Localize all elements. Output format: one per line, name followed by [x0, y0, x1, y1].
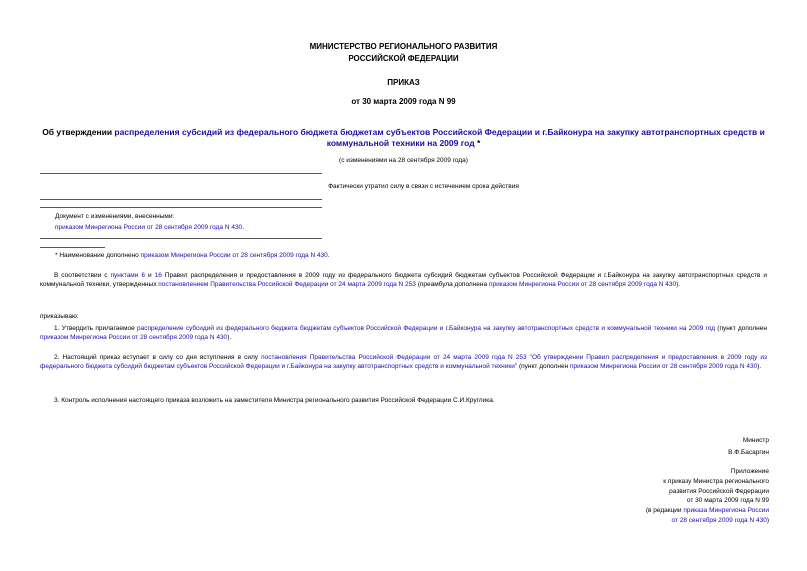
title-prefix: Об утверждении [42, 127, 115, 137]
item-text: (пункт дополнен [517, 363, 571, 371]
item-text: ). [227, 334, 232, 342]
signature-name: В.Ф.Басаргин [728, 448, 769, 456]
changes-link[interactable]: приказом Минрегиона России от 28 сентября 2009 года N 430 [55, 224, 243, 232]
appendix-text: (в редакции [645, 507, 684, 514]
appendix-title: Приложение [730, 468, 769, 475]
footnote-suffix: . [327, 252, 330, 259]
title-link[interactable]: распределения субсидий из федерального бюджета бюджетам субъектов Российской Федерации и г.Байконура на закупку автотранспортных средств и коммунальной техники на 2009 год [114, 127, 765, 149]
ministry-line-1: МИНИСТЕРСТВО РЕГИОНАЛЬНОГО РАЗВИТИЯ [309, 42, 498, 51]
changes-label: Документ с изменениями, внесенными: [55, 213, 175, 220]
preamble-link[interactable]: 16 [154, 272, 162, 279]
divider [40, 199, 322, 200]
appendix-link[interactable]: от 28 сентября 2009 года N 430 [671, 516, 767, 524]
item-link[interactable]: постановления Правительства Российской Федерации от 24 марта 2009 года N 253 "Об утверждении Правил распределения и предоставления в 2009 году из федерального бюджета субсидий бюджетам субъектов Российской Федерации и г.Байконура на закупку автотранспортных средств и коммунальной техники" [40, 354, 767, 371]
doc-date: от 30 марта 2009 года N 99 [351, 97, 456, 106]
preamble-text: В соответствии с [54, 272, 111, 279]
footnote-link[interactable]: приказом Минрегиона России от 28 сентября 2009 года N 430 [140, 252, 328, 259]
title-asterisk: * [474, 138, 481, 149]
signature [728, 436, 769, 458]
item-3: 3. Контроль исполнения настоящего приказа возложить на заместителя Министра регионального развития Российской Федерации С.И.Круглика. [54, 397, 495, 404]
preamble-link[interactable]: приказом Минрегиона России от 28 сентября 2009 года N 430 [488, 281, 677, 289]
preamble-text: (преамбула дополнена [415, 281, 489, 289]
preamble-text: Правил распределения и предоставления в 2009 году из федерального бюджета субсидий бюджетам субъектов Российской Федерации и г.Байконура на закупку автотранспортных средств и коммунальной техники, утвержденных [40, 272, 767, 289]
changes-block [55, 212, 244, 233]
item-link[interactable]: приказом Минрегиона России от 28 сентября 2009 года N 430 [570, 363, 758, 371]
document-title [40, 127, 767, 150]
appendix-link[interactable]: приказа Минрегиона России [683, 507, 769, 514]
signature-position: Министр [742, 437, 769, 444]
preamble-text: ). [676, 281, 681, 289]
appendix-line: от 30 марта 2009 года N 99 [686, 497, 769, 505]
item-link[interactable]: приказом Минрегиона России от 28 сентября 2009 года N 430 [40, 334, 228, 342]
appendix-text: ) [766, 516, 769, 524]
amend-note: (с изменениями на 28 сентября 2009 года) [339, 157, 468, 164]
doc-type: ПРИКАЗ [387, 78, 420, 87]
status-note: Фактически утратил силу в связи с истечением срока действия [328, 183, 519, 190]
divider [40, 238, 322, 239]
item-text: 2. Настоящий приказ вступает в силу со дня вступления в силу [54, 354, 262, 361]
changes-suffix: . [242, 224, 244, 232]
ministry-line-2: РОССИЙСКОЙ ФЕДЕРАЦИИ [348, 54, 459, 63]
appendix-line: к приказу Министра регионального [663, 477, 769, 485]
footnote-divider [40, 247, 105, 248]
appendix-line: развития Российской Федерации [669, 487, 769, 495]
item-1 [40, 324, 767, 343]
orders-word: приказываю: [40, 313, 79, 320]
appendix-block [646, 467, 769, 526]
preamble-text: и [145, 272, 155, 279]
item-text: 1. Утвердить прилагаемое [54, 325, 137, 332]
preamble-link[interactable]: постановлением Правительства Российской Федерации от 24 марта 2009 года N 253 [158, 281, 416, 289]
item-link[interactable]: распределение субсидий из федерального бюджета бюджетам субъектов Российской Федерации и г.Байконура на закупку автотранспортных средств и коммунальной техники на 2009 год [137, 325, 715, 332]
footnote [55, 252, 330, 260]
footnote-prefix: * Наименование дополнено [55, 252, 141, 259]
divider [40, 207, 322, 208]
item-text: ). [757, 363, 762, 371]
item-2 [40, 353, 767, 372]
divider [40, 173, 322, 174]
preamble [40, 271, 767, 290]
item-text: (пункт дополнен [714, 325, 767, 332]
preamble-link[interactable]: пунктами 6 [110, 272, 145, 279]
